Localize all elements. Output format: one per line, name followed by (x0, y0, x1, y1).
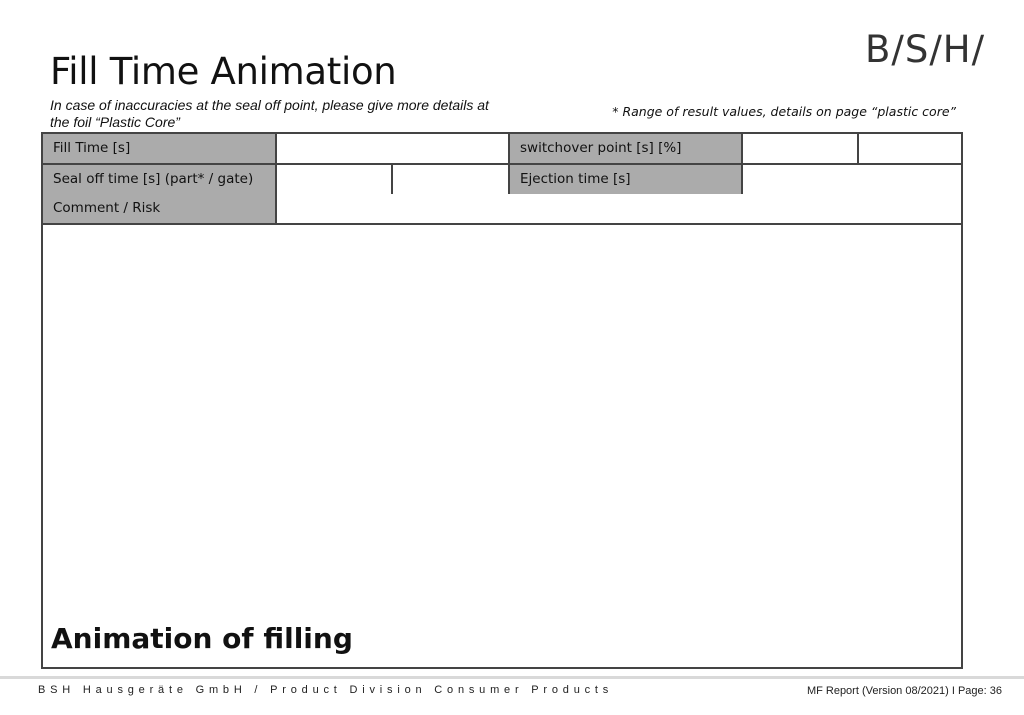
page-subtitle: In case of inaccuracies at the seal off point, please give more details at the foil “Plastic Core” (50, 97, 489, 130)
range-note: * Range of result values, details on page “plastic core” (612, 104, 956, 119)
comment-field[interactable] (275, 194, 961, 223)
row-fill-time (43, 134, 961, 165)
switchover-seconds-field[interactable] (741, 134, 857, 163)
switchover-percent-field[interactable] (857, 134, 961, 163)
animation-area-label: Animation of filling (51, 622, 353, 655)
row-comment (43, 194, 961, 225)
ejection-label: Ejection time [s] (508, 165, 741, 194)
seal-off-label: Seal off time [s] (part* / gate) (43, 165, 275, 194)
switchover-label: switchover point [s] [%] (508, 134, 741, 163)
ejection-field[interactable] (741, 165, 961, 194)
seal-off-part-field[interactable] (275, 165, 391, 194)
fill-time-field[interactable] (275, 134, 508, 163)
footer-company: BSH Hausgeräte GmbH / Product Division Consumer Products (38, 684, 614, 696)
comment-label: Comment / Risk (43, 194, 275, 223)
fill-time-form (41, 132, 963, 669)
row-seal-off (43, 165, 961, 196)
fill-time-label: Fill Time [s] (43, 134, 275, 163)
footer-divider (0, 676, 1024, 679)
seal-off-gate-field[interactable] (391, 165, 508, 194)
bsh-logo: B/S/H/ (865, 28, 986, 71)
page-title: Fill Time Animation (50, 50, 397, 93)
footer-report-page: MF Report (Version 08/2021) I Page: 36 (806, 685, 1002, 697)
